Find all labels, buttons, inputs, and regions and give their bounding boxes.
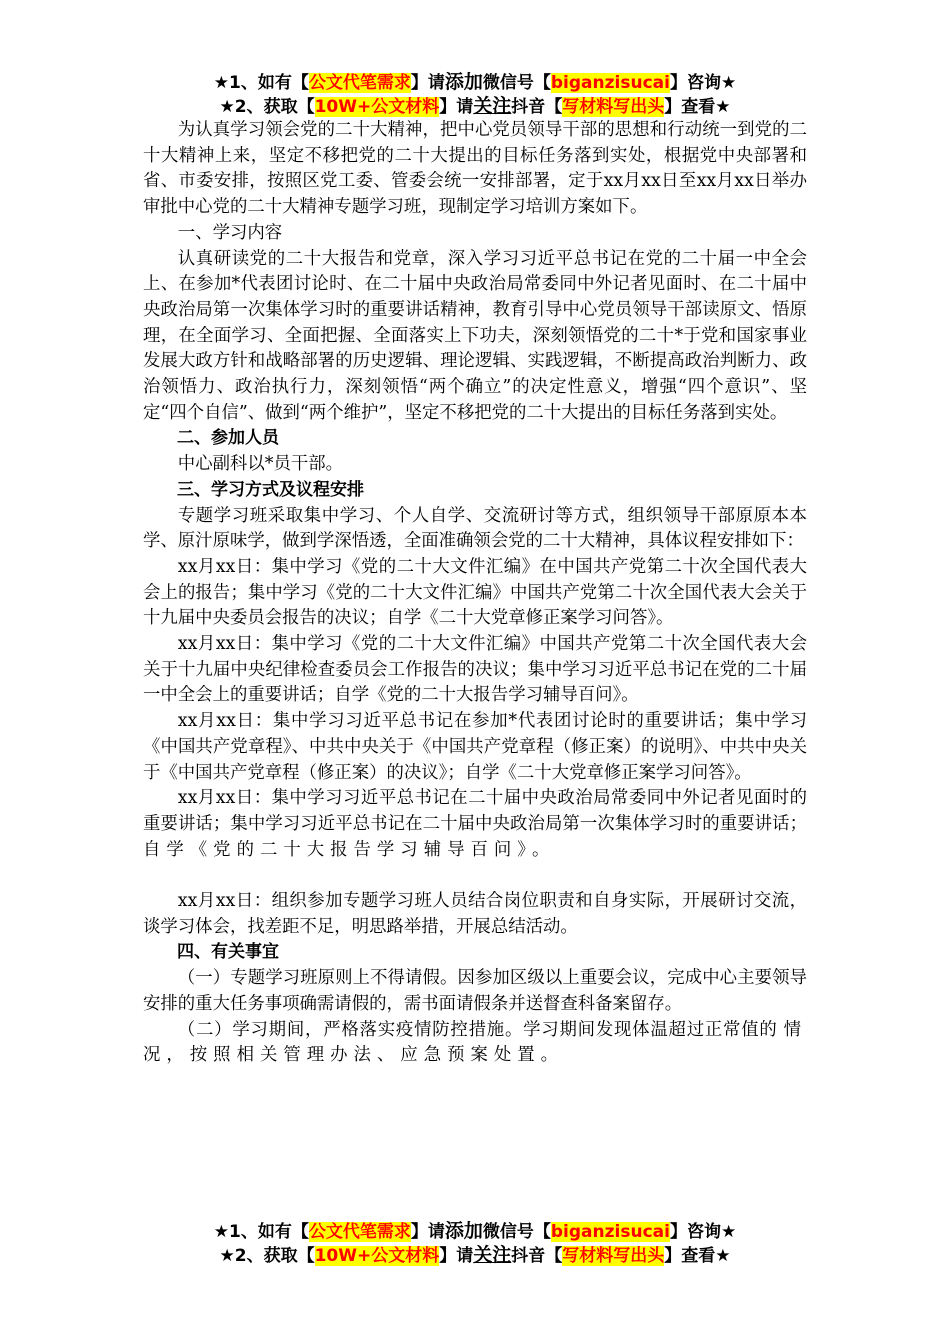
intro-paragraph: 为认真学习领会党的二十大精神，把中心党员领导干部的思想和行动统一到党的二十大精神上来，坚定不移把党的二十大提出的目标任务落到实处，根据党中央部署和省、市委安排，按照区党工委、管委会统一安排部署，定于xx月xx日至xx月xx日举办审批中心党的二十大精神专题学习班，现制定学习培训方案如下。 — [143, 120, 807, 218]
banner-text: ★1、如有【 — [213, 1222, 309, 1242]
schedule-day-4-text: xx月xx日：集中学习习近平总书记在二十届中央政治局常委同中外记者见面时的重要讲话；集中学习习近平总书记在二十届中央政治局第一次集体学习时的重要讲话； — [143, 788, 807, 834]
banner-wechat-id: biganzisucai — [550, 1222, 670, 1242]
matters-item-2-text: （二）学习期间，严格落实疫情防控措施。学习期间发现体温超过正常值 — [177, 1019, 760, 1040]
matters-item-2 — [143, 1018, 807, 1069]
matters-item-2-tail: 的情况，按照相关管理办法、应急预案处置。 — [143, 1019, 807, 1066]
banner-text: 】请 — [410, 1222, 445, 1242]
section-heading-content: 一、学习内容 — [177, 222, 283, 243]
banner-text: 】咨询★ — [669, 73, 737, 93]
section-heading-matters: 四、有关事宜 — [177, 942, 279, 963]
banner-text: ★1、如有【 — [213, 73, 309, 93]
banner-text: ★2、获取【 — [219, 1246, 315, 1266]
schedule-intro-paragraph: 专题学习班采取集中学习、个人自学、交流研讨等方式，组织领导干部原原本本学、原汁原味学，做到学深悟透，全面准确领会党的二十大精神，具体议程安排如下： — [143, 505, 807, 552]
banner-text: 抖音【 — [511, 97, 563, 117]
banner-wechat-id: biganzisucai — [550, 73, 670, 93]
section-heading-schedule: 三、学习方式及议程安排 — [177, 479, 364, 500]
document-body — [143, 118, 807, 1069]
banner-highlight: 公文代笔需求 — [308, 73, 411, 93]
schedule-day-4 — [143, 786, 807, 863]
blank-line — [143, 863, 807, 889]
banner-text: 】查看★ — [664, 97, 731, 117]
banner-text: 】请 — [439, 1246, 474, 1266]
matters-item-1: （一）专题学习班原则上不得请假。因参加区级以上重要会议，完成中心主要领导安排的重大任务事项确需请假的，需书面请假条并送督查科备案留存。 — [143, 968, 807, 1014]
banner-highlight: 10W+公文材料 — [314, 97, 440, 117]
banner-text: ★2、获取【 — [219, 97, 315, 117]
banner-text: 】请 — [439, 97, 474, 117]
banner-text: 】请 — [410, 73, 445, 93]
schedule-day-2: xx月xx日：集中学习《党的二十大文件汇编》中国共产党第二十次全国代表大会关于十九届中央纪律检查委员会工作报告的决议；集中学习习近平总书记在党的二十届一中全会上的重要讲话；自学《党的二十大报告学习辅导百问》。 — [143, 634, 807, 706]
schedule-day-4-selfstudy: 自学《党的二十大报告学习辅导百问》。 — [143, 839, 556, 860]
schedule-day-3: xx月xx日：集中学习习近平总书记在参加*代表团讨论时的重要讲话；集中学习《中国共产党章程》、中共中央关于《中国共产党章程（修正案）的说明》、中共中央关于《中国共产党章程（修正案）的决议》；自学《二十大党章修正案学习问答》。 — [143, 711, 807, 783]
banner-douyin-id: 写材料写出头 — [562, 1246, 665, 1266]
bottom-banner-line-1 — [143, 1219, 807, 1245]
banner-text: 微信号【 — [482, 73, 551, 93]
banner-emphasis: 关注 — [473, 95, 512, 117]
banner-emphasis: 添加 — [444, 1220, 483, 1242]
banner-douyin-id: 写材料写出头 — [562, 97, 665, 117]
banner-text: 微信号【 — [482, 1222, 551, 1242]
bottom-banner-line-2 — [143, 1243, 807, 1269]
banner-emphasis: 关注 — [473, 1244, 512, 1266]
participants-paragraph: 中心副科以*员干部。 — [177, 454, 344, 475]
schedule-day-5: xx月xx日：组织参加专题学习班人员结合岗位职责和自身实际，开展研讨交流，谈学习体会，找差距不足，明思路举措，开展总结活动。 — [143, 891, 807, 937]
banner-highlight: 10W+公文材料 — [314, 1246, 440, 1266]
banner-emphasis: 添加 — [444, 71, 483, 93]
top-banner-line-2 — [143, 94, 807, 120]
top-banner-line-1 — [143, 70, 807, 96]
schedule-day-1: xx月xx日：集中学习《党的二十大文件汇编》在中国共产党第二十次全国代表大会上的报告；集中学习《党的二十大文件汇编》中国共产党第二十次全国代表大会关于十九届中央委员会报告的决议；自学《二十大党章修正案学习问答》。 — [143, 556, 807, 629]
content-paragraph: 认真研读党的二十大报告和党章，深入学习习近平总书记在党的二十届一中全会上、在参加*代表团讨论时、在二十届中央政治局常委同中外记者见面时、在二十届中央政治局第一次集体学习时的重要讲话精神，教育引导中心党员领导干部读原文、悟原理，在全面学习、全面把握、全面落实上下功夫，深刻领悟党的二十*于党和国家事业发展大政方针和战略部署的历史逻辑、理论逻辑、实践逻辑，不断提高政治判断力、政治领悟力、政治执行力，深刻领悟“两个确立”的决定性意义，增强“四个意识”、坚定“四个自信”、做到“两个维护”，坚定不移把党的二十大提出的目标任务落到实处。 — [143, 248, 807, 423]
banner-text: 】查看★ — [664, 1246, 731, 1266]
banner-text: 抖音【 — [511, 1246, 563, 1266]
banner-highlight: 公文代笔需求 — [308, 1222, 411, 1242]
banner-text: 】咨询★ — [669, 1222, 737, 1242]
section-heading-participants: 二、参加人员 — [177, 428, 279, 449]
